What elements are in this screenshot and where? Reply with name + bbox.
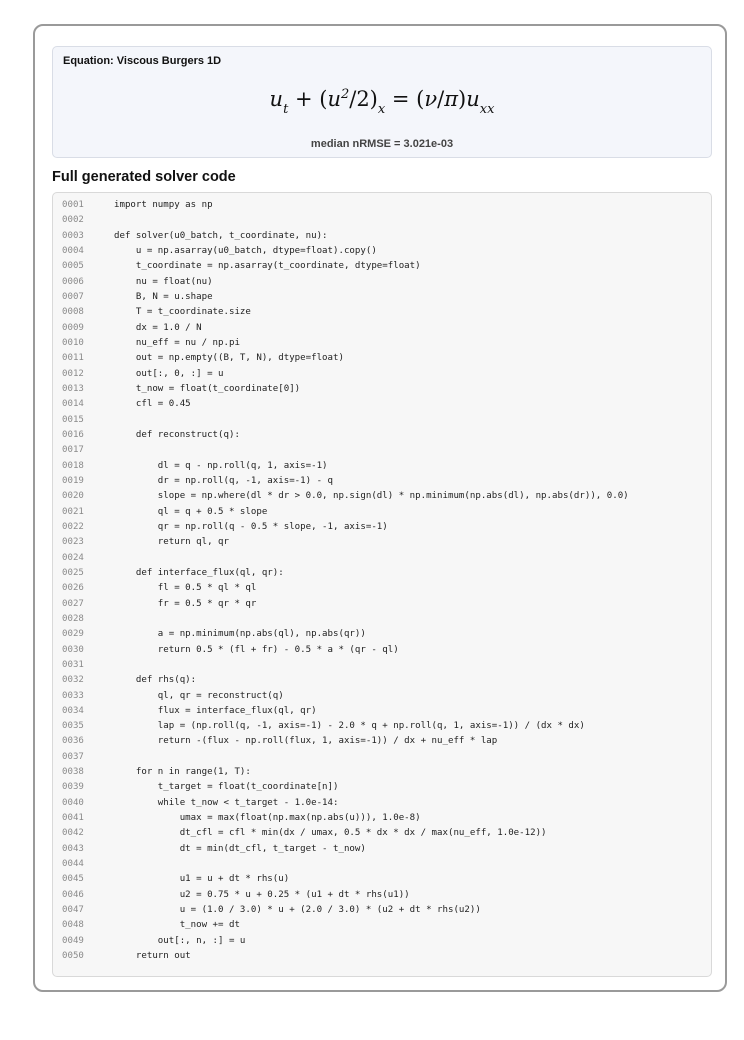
code-line xyxy=(53,658,711,673)
code-line xyxy=(53,750,711,765)
equation-formula: $u_t + (u^2/2)_x = (\nu/\pi)u_{xx}$ xyxy=(269,87,495,118)
code-line xyxy=(53,627,711,642)
line-code: t_target = float(t_coordinate[n]) xyxy=(114,782,339,793)
code-line xyxy=(53,382,711,397)
code-line xyxy=(53,888,711,903)
line-code: u = np.asarray(u0_batch, dtype=float).copy() xyxy=(114,245,377,256)
line-code: return -(flux - np.roll(flux, 1, axis=-1)) / dx + nu_eff * lap xyxy=(114,736,498,747)
line-code: def interface_flux(ql, qr): xyxy=(114,567,284,578)
line-number: 0041 xyxy=(62,813,84,824)
line-number: 0002 xyxy=(62,215,84,226)
line-code: flux = interface_flux(ql, qr) xyxy=(114,705,317,716)
line-code: nu_eff = nu / np.pi xyxy=(114,337,240,348)
code-line xyxy=(53,198,711,213)
code-line xyxy=(53,474,711,489)
line-code: fr = 0.5 * qr * qr xyxy=(114,598,257,609)
line-code: def solver(u0_batch, t_coordinate, nu): xyxy=(114,230,328,241)
line-number: 0020 xyxy=(62,491,84,502)
line-code: dr = np.roll(q, -1, axis=-1) - q xyxy=(114,475,333,486)
line-number: 0029 xyxy=(62,629,84,640)
line-code: t_now += dt xyxy=(114,920,240,931)
code-line xyxy=(53,949,711,964)
line-number: 0033 xyxy=(62,690,84,701)
code-line xyxy=(53,734,711,749)
code-line xyxy=(53,213,711,228)
line-code: u = (1.0 / 3.0) * u + (2.0 / 3.0) * (u2 + dt * rhs(u2)) xyxy=(114,905,481,916)
line-code: while t_now < t_target - 1.0e-14: xyxy=(114,797,339,808)
line-code: ql = q + 0.5 * slope xyxy=(114,506,268,517)
line-code: def rhs(q): xyxy=(114,675,197,686)
line-code: fl = 0.5 * ql * ql xyxy=(114,583,257,594)
line-number: 0019 xyxy=(62,475,84,486)
line-number: 0042 xyxy=(62,828,84,839)
line-number: 0035 xyxy=(62,721,84,732)
code-line xyxy=(53,857,711,872)
line-code: u2 = 0.75 * u + 0.25 * (u1 + dt * rhs(u1)) xyxy=(114,889,410,900)
line-number: 0043 xyxy=(62,843,84,854)
line-number: 0038 xyxy=(62,767,84,778)
line-code: return out xyxy=(114,951,191,962)
line-number: 0001 xyxy=(62,200,84,210)
code-line xyxy=(53,413,711,428)
equation-panel xyxy=(52,46,712,158)
line-number: 0016 xyxy=(62,429,84,440)
line-number: 0004 xyxy=(62,245,84,256)
line-number: 0014 xyxy=(62,399,84,410)
code-block xyxy=(52,192,712,977)
code-line xyxy=(53,918,711,933)
line-number: 0009 xyxy=(62,322,84,333)
code-line xyxy=(53,305,711,320)
code-line xyxy=(53,505,711,520)
code-line xyxy=(53,397,711,412)
code-line xyxy=(53,796,711,811)
line-code: import numpy as np xyxy=(114,200,213,210)
line-code: T = t_coordinate.size xyxy=(114,307,251,318)
line-number: 0028 xyxy=(62,613,84,624)
line-code: a = np.minimum(np.abs(ql), np.abs(qr)) xyxy=(114,629,366,640)
code-line xyxy=(53,367,711,382)
line-code: dl = q - np.roll(q, 1, axis=-1) xyxy=(114,460,328,471)
line-code: out = np.empty((B, T, N), dtype=float) xyxy=(114,353,344,364)
line-code: out[:, 0, :] = u xyxy=(114,368,224,379)
line-number: 0026 xyxy=(62,583,84,594)
line-number: 0050 xyxy=(62,951,84,962)
line-code: out[:, n, :] = u xyxy=(114,935,246,946)
code-line xyxy=(53,336,711,351)
line-number: 0008 xyxy=(62,307,84,318)
code-line xyxy=(53,597,711,612)
line-number: 0045 xyxy=(62,874,84,885)
code-line xyxy=(53,704,711,719)
line-number: 0024 xyxy=(62,552,84,563)
line-code: lap = (np.roll(q, -1, axis=-1) - 2.0 * q + np.roll(q, 1, axis=-1)) / (dx * dx) xyxy=(114,721,585,732)
line-number: 0018 xyxy=(62,460,84,471)
code-line xyxy=(53,903,711,918)
line-code: qr = np.roll(q - 0.5 * slope, -1, axis=-1) xyxy=(114,521,388,532)
line-number: 0006 xyxy=(62,276,84,287)
line-code: t_coordinate = np.asarray(t_coordinate, dtype=float) xyxy=(114,261,421,272)
equation-label: Equation: Viscous Burgers 1D xyxy=(63,55,222,67)
line-number: 0010 xyxy=(62,337,84,348)
code-line xyxy=(53,489,711,504)
code-line xyxy=(53,535,711,550)
line-number: 0023 xyxy=(62,537,84,548)
line-code: B, N = u.shape xyxy=(114,291,213,302)
line-code: slope = np.where(dl * dr > 0.0, np.sign(dl) * np.minimum(np.abs(dl), np.abs(dr)), 0.0) xyxy=(114,491,629,502)
line-code: nu = float(nu) xyxy=(114,276,213,287)
line-number: 0007 xyxy=(62,291,84,302)
code-line xyxy=(53,259,711,274)
line-number: 0037 xyxy=(62,751,84,762)
line-number: 0011 xyxy=(62,353,84,364)
line-code: return 0.5 * (fl + fr) - 0.5 * a * (qr - ql) xyxy=(114,644,399,655)
line-number: 0046 xyxy=(62,889,84,900)
line-code: t_now = float(t_coordinate[0]) xyxy=(114,383,301,394)
line-number: 0036 xyxy=(62,736,84,747)
line-number: 0039 xyxy=(62,782,84,793)
line-number: 0013 xyxy=(62,383,84,394)
line-code: for n in range(1, T): xyxy=(114,767,251,778)
code-line xyxy=(53,643,711,658)
code-line xyxy=(53,566,711,581)
code-line xyxy=(53,811,711,826)
line-code: def reconstruct(q): xyxy=(114,429,240,440)
code-line xyxy=(53,459,711,474)
line-number: 0012 xyxy=(62,368,84,379)
line-code: ql, qr = reconstruct(q) xyxy=(114,690,284,701)
line-number: 0047 xyxy=(62,905,84,916)
median-nrmse: median nRMSE = 3.021e-03 xyxy=(310,138,454,150)
code-line xyxy=(53,443,711,458)
code-line xyxy=(53,520,711,535)
line-number: 0025 xyxy=(62,567,84,578)
section-heading: Full generated solver code xyxy=(52,169,236,185)
code-line xyxy=(53,934,711,949)
line-number: 0040 xyxy=(62,797,84,808)
code-line xyxy=(53,765,711,780)
result-card xyxy=(33,24,727,992)
code-line xyxy=(53,719,711,734)
code-line xyxy=(53,275,711,290)
line-number: 0005 xyxy=(62,261,84,272)
code-line xyxy=(53,689,711,704)
code-line xyxy=(53,581,711,596)
line-code: umax = max(float(np.max(np.abs(u))), 1.0e-8) xyxy=(114,813,421,824)
code-line xyxy=(53,842,711,857)
line-number: 0044 xyxy=(62,859,84,870)
line-code: u1 = u + dt * rhs(u) xyxy=(114,874,290,885)
code-line xyxy=(53,321,711,336)
line-code: dx = 1.0 / N xyxy=(114,322,202,333)
line-code: cfl = 0.45 xyxy=(114,399,191,410)
code-line xyxy=(53,244,711,259)
line-number: 0031 xyxy=(62,659,84,670)
code-line xyxy=(53,290,711,305)
code-line xyxy=(53,612,711,627)
line-number: 0030 xyxy=(62,644,84,655)
code-line xyxy=(53,551,711,566)
code-line xyxy=(53,351,711,366)
code-line xyxy=(53,229,711,244)
code-line xyxy=(53,780,711,795)
line-number: 0032 xyxy=(62,675,84,686)
line-number: 0017 xyxy=(62,445,84,456)
line-number: 0003 xyxy=(62,230,84,241)
line-number: 0048 xyxy=(62,920,84,931)
line-number: 0021 xyxy=(62,506,84,517)
line-number: 0027 xyxy=(62,598,84,609)
code-line xyxy=(53,673,711,688)
line-code: dt_cfl = cfl * min(dx / umax, 0.5 * dx * dx / max(nu_eff, 1.0e-12)) xyxy=(114,828,547,839)
line-number: 0022 xyxy=(62,521,84,532)
line-number: 0015 xyxy=(62,414,84,425)
line-code: return ql, qr xyxy=(114,537,229,548)
line-code: dt = min(dt_cfl, t_target - t_now) xyxy=(114,843,366,854)
line-number: 0049 xyxy=(62,935,84,946)
code-line xyxy=(53,872,711,887)
code-line xyxy=(53,826,711,841)
code-line xyxy=(53,428,711,443)
line-number: 0034 xyxy=(62,705,84,716)
